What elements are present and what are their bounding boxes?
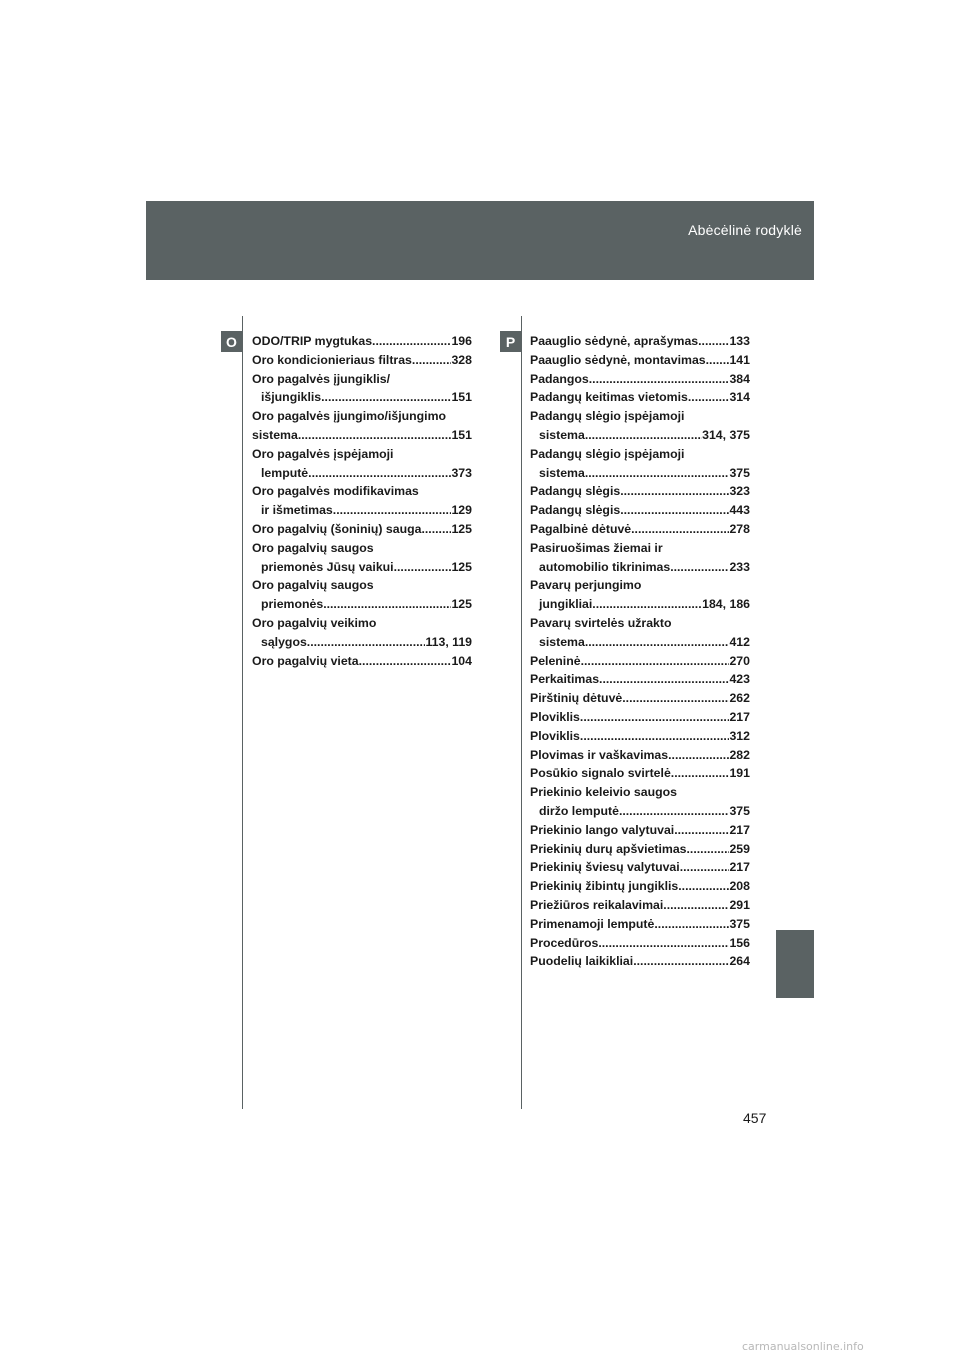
index-entry-line — [530, 670, 750, 689]
index-entry — [530, 764, 750, 783]
entry-text: Padangų keitimas vietomis — [530, 390, 688, 405]
entry-text: Oro pagalvių veikimo — [252, 615, 377, 630]
index-entry-line — [252, 351, 472, 370]
dot-leader — [412, 351, 452, 370]
index-entry — [530, 482, 750, 501]
entry-text: Padangų slėgio įspėjamoji — [530, 446, 685, 461]
entry-text: Padangų slėgis — [530, 503, 621, 518]
entry-page-ref: 141 — [729, 352, 750, 367]
entry-text: Oro pagalvės įspėjamoji — [252, 446, 394, 461]
entry-text: Paauglio sėdynė, montavimas — [530, 352, 706, 367]
entry-text: Posūkio signalo svirtelė — [530, 766, 671, 781]
entry-text: ODO/TRIP mygtukas — [252, 334, 373, 348]
index-entry-line — [530, 558, 750, 577]
entry-text: Procedūros — [530, 935, 599, 950]
letter-badge-p: P — [500, 331, 521, 352]
dot-leader — [663, 896, 729, 915]
entry-text: Ploviklis — [530, 728, 580, 743]
column-divider-middle — [521, 316, 522, 1109]
index-column-o — [252, 332, 472, 670]
entry-page-ref: 412 — [729, 634, 750, 649]
entry-text: Priežiūros reikalavimai — [530, 897, 664, 912]
entry-page-ref: 314 — [729, 390, 750, 405]
index-entry-line — [530, 652, 750, 671]
entry-text: išjungiklis — [261, 390, 322, 405]
index-entry-line — [530, 746, 750, 765]
index-entry-line — [252, 652, 472, 671]
entry-page-ref: 191 — [729, 766, 750, 781]
index-entry-line — [252, 539, 472, 558]
entry-text: Pavarų svirtelės užrakto — [530, 615, 672, 630]
dot-leader — [580, 708, 730, 727]
entry-page-ref: 151 — [451, 427, 472, 442]
entry-page-ref: 264 — [729, 954, 750, 969]
index-entry — [252, 370, 472, 408]
index-entry-line — [252, 576, 472, 595]
entry-page-ref: 151 — [451, 390, 472, 405]
chapter-thumb-tab — [776, 930, 814, 998]
entry-text: sąlygos — [261, 634, 307, 649]
dot-leader — [307, 633, 426, 652]
entry-text: Pavarų perjungimo — [530, 578, 642, 593]
entry-text: sistema — [539, 427, 585, 442]
dot-leader — [394, 558, 452, 577]
entry-text: Oro pagalvių (šoninių) sauga — [252, 521, 422, 536]
index-entry-line — [530, 332, 750, 351]
entry-text: lemputė — [261, 465, 309, 480]
entry-page-ref: 133 — [729, 334, 750, 348]
entry-text: sistema — [252, 427, 298, 442]
entry-text: Priekinio lango valytuvai — [530, 822, 675, 837]
dot-leader — [323, 595, 451, 614]
index-entry-line — [530, 539, 750, 558]
index-entry-line — [530, 595, 750, 614]
index-entry — [252, 445, 472, 483]
dot-leader — [670, 558, 729, 577]
index-entry-line — [530, 464, 750, 483]
index-entry-line — [530, 633, 750, 652]
index-entry — [530, 501, 750, 520]
index-entry — [530, 877, 750, 896]
dot-leader — [619, 802, 730, 821]
entry-page-ref: 113, 119 — [425, 634, 472, 649]
index-entry-line — [252, 370, 472, 389]
entry-page-ref: 125 — [451, 597, 472, 612]
dot-leader — [585, 464, 730, 483]
entry-text: Padangos — [530, 371, 589, 386]
index-entry-line — [530, 934, 750, 953]
entry-page-ref: 125 — [451, 559, 472, 574]
index-entry — [530, 445, 750, 483]
entry-text: Pasiruošimas žiemai ir — [530, 540, 663, 555]
dot-leader — [589, 370, 730, 389]
index-entry-line — [530, 407, 750, 426]
dot-leader — [585, 426, 702, 445]
index-entry — [530, 520, 750, 539]
dot-leader — [706, 351, 730, 370]
index-entry — [530, 896, 750, 915]
index-entry — [530, 934, 750, 953]
dot-leader — [678, 877, 729, 896]
index-entry-line — [252, 558, 472, 577]
entry-page-ref: 184, 186 — [702, 597, 750, 612]
index-entry-line — [530, 501, 750, 520]
index-entry — [530, 652, 750, 671]
index-entry-line — [252, 595, 472, 614]
index-entry-line — [530, 877, 750, 896]
entry-page-ref: 104 — [451, 653, 472, 668]
entry-text: Plovimas ir vaškavimas — [530, 747, 669, 762]
entry-page-ref: 196 — [451, 334, 472, 348]
entry-text: Priekinių šviesų valytuvai — [530, 860, 680, 875]
entry-page-ref: 278 — [729, 521, 750, 536]
dot-leader — [680, 858, 730, 877]
page-number: 457 — [743, 1110, 767, 1126]
entry-page-ref: 282 — [729, 747, 750, 762]
dot-leader — [687, 840, 730, 859]
entry-text: Paauglio sėdynė, aprašymas — [530, 334, 699, 348]
entry-text: Ploviklis — [530, 709, 580, 724]
entry-text: Oro pagalvės įjungimo/išjungimo — [252, 409, 447, 424]
entry-page-ref: 375 — [729, 803, 750, 818]
entry-text: Oro pagalvių vieta — [252, 653, 359, 668]
entry-text: Oro pagalvės įjungiklis/ — [252, 371, 391, 386]
index-entry — [252, 332, 472, 351]
index-entry — [252, 407, 472, 445]
index-entry — [530, 840, 750, 859]
index-entry-line — [252, 426, 472, 445]
index-entry — [530, 351, 750, 370]
entry-text: ir išmetimas — [261, 503, 333, 518]
entry-text: Priekinių žibintų jungiklis — [530, 879, 679, 894]
index-entry-line — [252, 388, 472, 407]
index-entry-line — [530, 351, 750, 370]
index-entry — [530, 370, 750, 389]
index-entry — [530, 858, 750, 877]
index-entry — [252, 482, 472, 520]
entry-page-ref: 384 — [729, 371, 750, 386]
index-entry-line — [530, 370, 750, 389]
dot-leader — [668, 746, 729, 765]
entry-page-ref: 291 — [729, 897, 750, 912]
index-entry — [252, 652, 472, 671]
index-entry-line — [530, 821, 750, 840]
entry-page-ref: 328 — [451, 352, 472, 367]
dot-leader — [599, 670, 729, 689]
index-entry-line — [252, 520, 472, 539]
index-entry-line — [252, 633, 472, 652]
dot-leader — [622, 689, 729, 708]
entry-text: Padangų slėgio įspėjamoji — [530, 409, 685, 424]
dot-leader — [308, 464, 451, 483]
index-entry-line — [530, 840, 750, 859]
index-entry-line — [252, 482, 472, 501]
index-entry-line — [530, 802, 750, 821]
index-entry — [252, 351, 472, 370]
index-entry-line — [530, 727, 750, 746]
entry-page-ref: 375 — [729, 916, 750, 931]
entry-text: Puodelių laikikliai — [530, 954, 634, 969]
entry-text: Oro pagalvės modifikavimas — [252, 484, 419, 499]
index-entry — [530, 332, 750, 351]
index-entry-line — [530, 708, 750, 727]
entry-text: Primenamoji lemputė — [530, 916, 655, 931]
entry-text: diržo lemputė — [539, 803, 619, 818]
entry-page-ref: 375 — [729, 465, 750, 480]
dot-leader — [580, 727, 730, 746]
index-column-p — [530, 332, 750, 971]
index-entry-line — [530, 482, 750, 501]
index-entry — [530, 915, 750, 934]
dot-leader — [298, 426, 452, 445]
index-entry — [252, 539, 472, 577]
dot-leader — [421, 520, 451, 539]
entry-page-ref: 259 — [729, 841, 750, 856]
index-entry-line — [252, 407, 472, 426]
entry-page-ref: 373 — [451, 465, 472, 480]
dot-leader — [620, 501, 729, 520]
entry-page-ref: 443 — [729, 503, 750, 518]
index-entry-line — [530, 520, 750, 539]
index-entry-line — [530, 764, 750, 783]
dot-leader — [372, 332, 451, 351]
dot-leader — [688, 388, 730, 407]
index-entry-line — [530, 783, 750, 802]
entry-text: Oro pagalvių saugos — [252, 540, 374, 555]
dot-leader — [321, 388, 451, 407]
index-entry-line — [530, 576, 750, 595]
entry-text: sistema — [539, 634, 585, 649]
index-entry — [252, 614, 472, 652]
dot-leader — [633, 952, 729, 971]
index-entry-line — [252, 464, 472, 483]
column-divider-left — [242, 316, 243, 1109]
header-band — [146, 201, 814, 280]
index-entry-line — [530, 915, 750, 934]
index-entry — [530, 407, 750, 445]
index-entry — [530, 821, 750, 840]
index-entry — [530, 783, 750, 821]
entry-text: Oro kondicionieriaus filtras — [252, 352, 412, 367]
index-entry — [530, 689, 750, 708]
dot-leader — [654, 915, 729, 934]
letter-badge-o: O — [221, 331, 242, 352]
dot-leader — [359, 652, 452, 671]
entry-text: Peleninė — [530, 653, 581, 668]
entry-text: Priekinių durų apšvietimas — [530, 841, 687, 856]
dot-leader — [671, 764, 730, 783]
dot-leader — [598, 934, 729, 953]
index-entry — [252, 520, 472, 539]
entry-text: Perkaitimas — [530, 672, 600, 687]
index-entry-line — [530, 689, 750, 708]
entry-page-ref: 156 — [729, 935, 750, 950]
entry-text: jungikliai — [539, 597, 593, 612]
entry-text: Oro pagalvių saugos — [252, 578, 374, 593]
entry-text: sistema — [539, 465, 585, 480]
index-entry-line — [252, 614, 472, 633]
entry-page-ref: 262 — [729, 691, 750, 706]
dot-leader — [674, 821, 729, 840]
footer-watermark: carmanualsonline.info — [742, 1340, 864, 1353]
entry-text: Pagalbinė dėtuvė — [530, 521, 632, 536]
entry-text: automobilio tikrinimas — [539, 559, 671, 574]
entry-page-ref: 233 — [729, 559, 750, 574]
index-entry-line — [530, 445, 750, 464]
index-entry-line — [252, 501, 472, 520]
index-entry-line — [530, 426, 750, 445]
index-entry-line — [530, 952, 750, 971]
entry-page-ref: 208 — [729, 879, 750, 894]
dot-leader — [333, 501, 452, 520]
entry-page-ref: 312 — [729, 728, 750, 743]
entry-text: Pirštinių dėtuvė — [530, 691, 623, 706]
index-entry-line — [530, 614, 750, 633]
index-entry-line — [252, 445, 472, 464]
entry-text: priemonės Jūsų vaikui — [261, 559, 394, 574]
entry-page-ref: 323 — [729, 484, 750, 499]
index-entry — [530, 614, 750, 652]
index-entry — [530, 708, 750, 727]
entry-page-ref: 125 — [451, 521, 472, 536]
index-entry — [530, 539, 750, 577]
dot-leader — [592, 595, 702, 614]
index-entry — [530, 727, 750, 746]
index-entry — [530, 952, 750, 971]
dot-leader — [698, 332, 729, 351]
entry-page-ref: 217 — [729, 860, 750, 875]
index-entry-line — [252, 332, 472, 351]
entry-page-ref: 314, 375 — [702, 427, 750, 442]
entry-page-ref: 423 — [729, 672, 750, 687]
dot-leader — [631, 520, 729, 539]
dot-leader — [585, 633, 730, 652]
entry-page-ref: 129 — [451, 503, 472, 518]
index-entry-line — [530, 896, 750, 915]
index-entry-line — [530, 858, 750, 877]
index-entry — [530, 670, 750, 689]
index-entry — [530, 388, 750, 407]
entry-page-ref: 217 — [729, 709, 750, 724]
entry-text: priemonės — [261, 597, 324, 612]
dot-leader — [620, 482, 729, 501]
index-entry — [252, 576, 472, 614]
entry-text: Padangų slėgis — [530, 484, 621, 499]
index-entry — [530, 576, 750, 614]
section-title: Abėcėlinė rodyklė — [688, 222, 802, 238]
dot-leader — [581, 652, 730, 671]
entry-page-ref: 270 — [729, 653, 750, 668]
index-entry-line — [530, 388, 750, 407]
index-entry — [530, 746, 750, 765]
entry-page-ref: 217 — [729, 822, 750, 837]
entry-text: Priekinio keleivio saugos — [530, 785, 677, 800]
